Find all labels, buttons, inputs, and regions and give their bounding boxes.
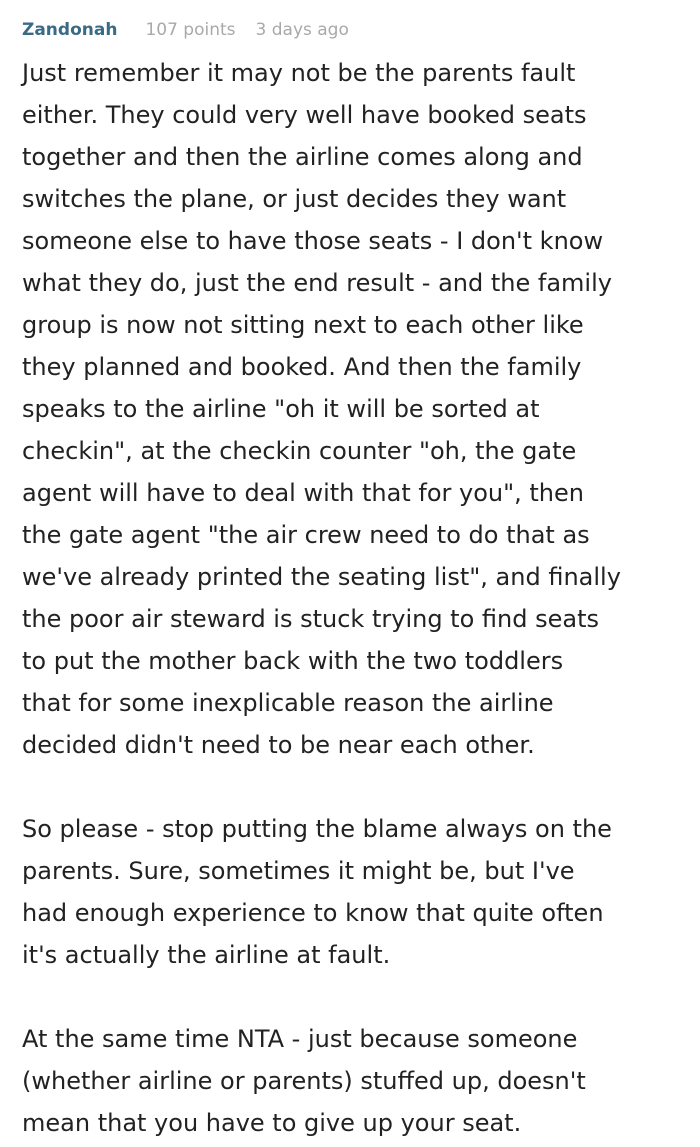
comment-timestamp: 3 days ago <box>255 20 349 40</box>
comment-body <box>22 52 686 1144</box>
comment-line: it's actually the airline at fault. <box>22 941 391 969</box>
comment-line: the poor air steward is stuck trying to find seats <box>22 605 599 633</box>
comment-line: either. They could very well have booked seats <box>22 101 587 129</box>
comment-author-link[interactable]: Zandonah <box>22 20 118 40</box>
comment-line: agent will have to deal with that for you", then <box>22 479 584 507</box>
comment-paragraph-2 <box>22 808 686 976</box>
comment-line: the gate agent "the air crew need to do that as <box>22 521 590 549</box>
comment-points: 107 points <box>145 20 236 40</box>
comment-line: At the same time NTA - just because someone <box>22 1025 578 1053</box>
comment-line: that for some inexplicable reason the airline <box>22 689 554 717</box>
comment-line: (whether airline or parents) stuffed up, doesn't <box>22 1067 586 1095</box>
comment-line: to put the mother back with the two toddlers <box>22 647 564 675</box>
comment-line: someone else to have those seats - I don't know <box>22 227 604 255</box>
comment-line: what they do, just the end result - and the family <box>22 269 612 297</box>
comment-line: they planned and booked. And then the family <box>22 353 582 381</box>
comment-line: we've already printed the seating list", and finally <box>22 563 621 591</box>
comment-line: speaks to the airline "oh it will be sorted at <box>22 395 540 423</box>
comment-line: had enough experience to know that quite often <box>22 899 604 927</box>
comment-line: Just remember it may not be the parents fault <box>22 59 576 87</box>
comment-line: mean that you have to give up your seat. <box>22 1109 522 1137</box>
comment-paragraph-3 <box>22 1018 686 1144</box>
comment-line: decided didn't need to be near each other. <box>22 731 535 759</box>
comment-line: switches the plane, or just decides they want <box>22 185 567 213</box>
comment-line: together and then the airline comes along and <box>22 143 583 171</box>
comment-paragraph-1 <box>22 52 686 766</box>
comment-line: checkin", at the checkin counter "oh, the gate <box>22 437 577 465</box>
comment-line: group is now not sitting next to each other like <box>22 311 584 339</box>
comment-line: parents. Sure, sometimes it might be, but I've <box>22 857 575 885</box>
comment-meta <box>22 0 686 50</box>
comment-line: So please - stop putting the blame always on the <box>22 815 612 843</box>
